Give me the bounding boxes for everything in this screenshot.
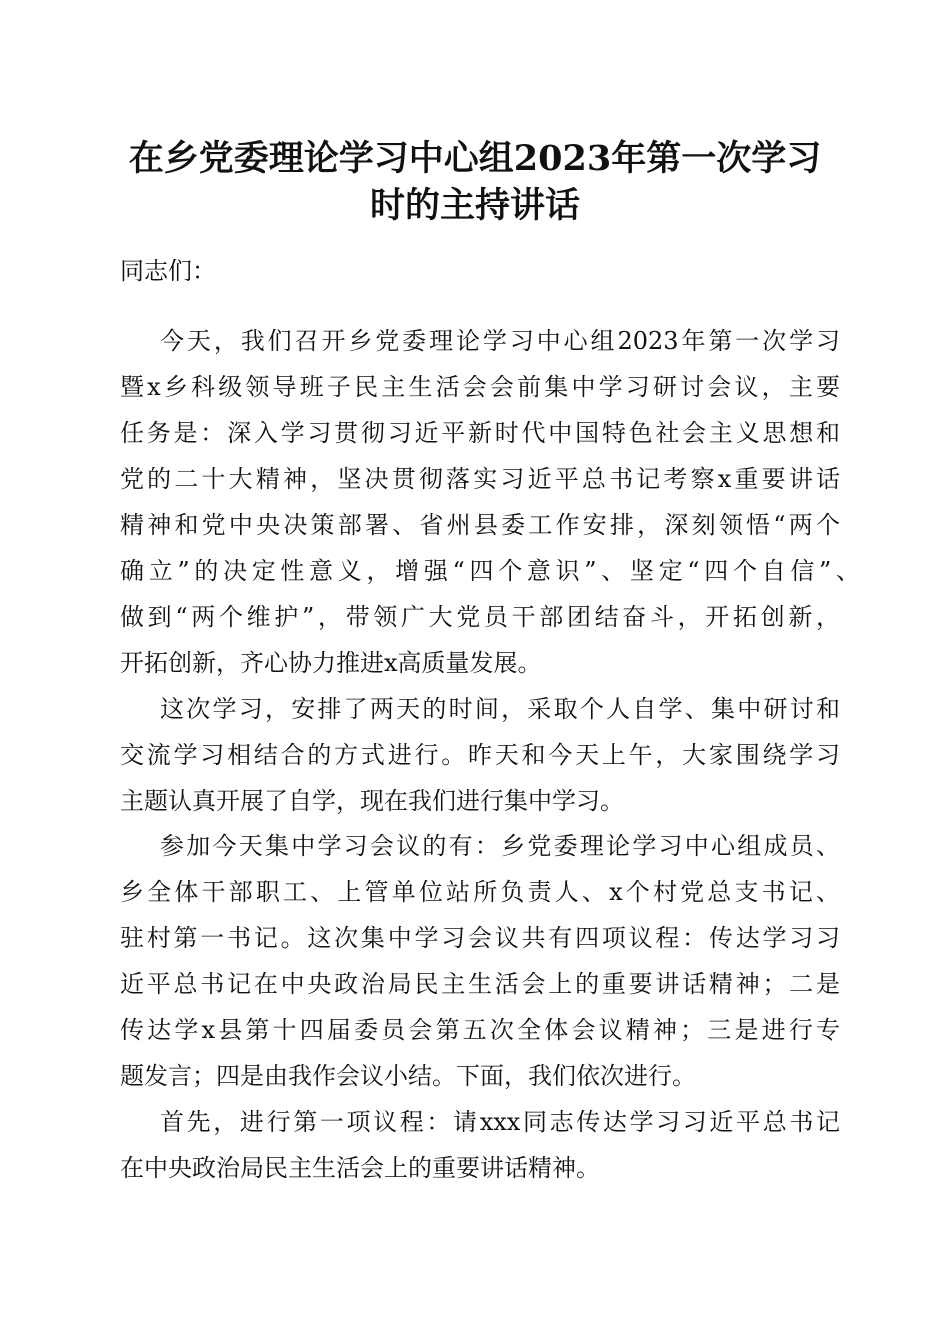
paragraph-1-line: 今天，我们召开乡党委理论学习中心组2023年第一次学习 [160,327,840,355]
document-title-line-1: 在乡党委理论学习中心组2023年第一次学习 [128,138,822,179]
paragraph-3-line: 参加今天集中学习会议的有：乡党委理论学习中心组成员、 [160,832,840,860]
paragraph-3-line: 近平总书记在中央政治局民主生活会上的重要讲话精神；二是 [120,970,840,998]
paragraph-1-line: 暨x乡科级领导班子民主生活会会前集中学习研讨会议，主要 [120,373,840,401]
paragraph-1-line: 做到“两个维护”，带领广大党员干部团结奋斗，开拓创新， [120,603,840,631]
paragraph-4-line: 首先，进行第一项议程：请xxx同志传达学习习近平总书记 [160,1108,840,1136]
paragraph-2-line: 主题认真开展了自学，现在我们进行集中学习。 [120,787,624,815]
paragraph-1-line: 任务是：深入学习贯彻习近平新时代中国特色社会主义思想和 [120,419,840,447]
paragraph-3-line: 驻村第一书记。这次集中学习会议共有四项议程：传达学习习 [120,924,840,952]
salutation: 同志们： [120,257,216,285]
paragraph-1-line: 党的二十大精神，坚决贯彻落实习近平总书记考察x重要讲话 [120,465,840,493]
paragraph-1-line: 精神和党中央决策部署、省州县委工作安排，深刻领悟“两个 [120,511,840,539]
paragraph-1-line: 开拓创新，齐心协力推进x高质量发展。 [120,649,542,677]
paragraph-2-line: 交流学习相结合的方式进行。昨天和今天上午，大家围绕学习 [120,741,840,769]
paragraph-3-line: 乡全体干部职工、上管单位站所负责人、x个村党总支书记、 [120,878,840,906]
paragraph-1-line: 确立”的决定性意义，增强“四个意识”、坚定“四个自信”、 [120,557,860,585]
paragraph-2-line: 这次学习，安排了两天的时间，采取个人自学、集中研讨和 [160,695,840,723]
document-title-line-2: 时的主持讲话 [369,185,580,226]
paragraph-3-line: 题发言；四是由我作会议小结。下面，我们依次进行。 [120,1062,696,1090]
paragraph-3-line: 传达学x县第十四届委员会第五次全体会议精神；三是进行专 [120,1016,840,1044]
paragraph-4-line: 在中央政治局民主生活会上的重要讲话精神。 [120,1154,600,1182]
